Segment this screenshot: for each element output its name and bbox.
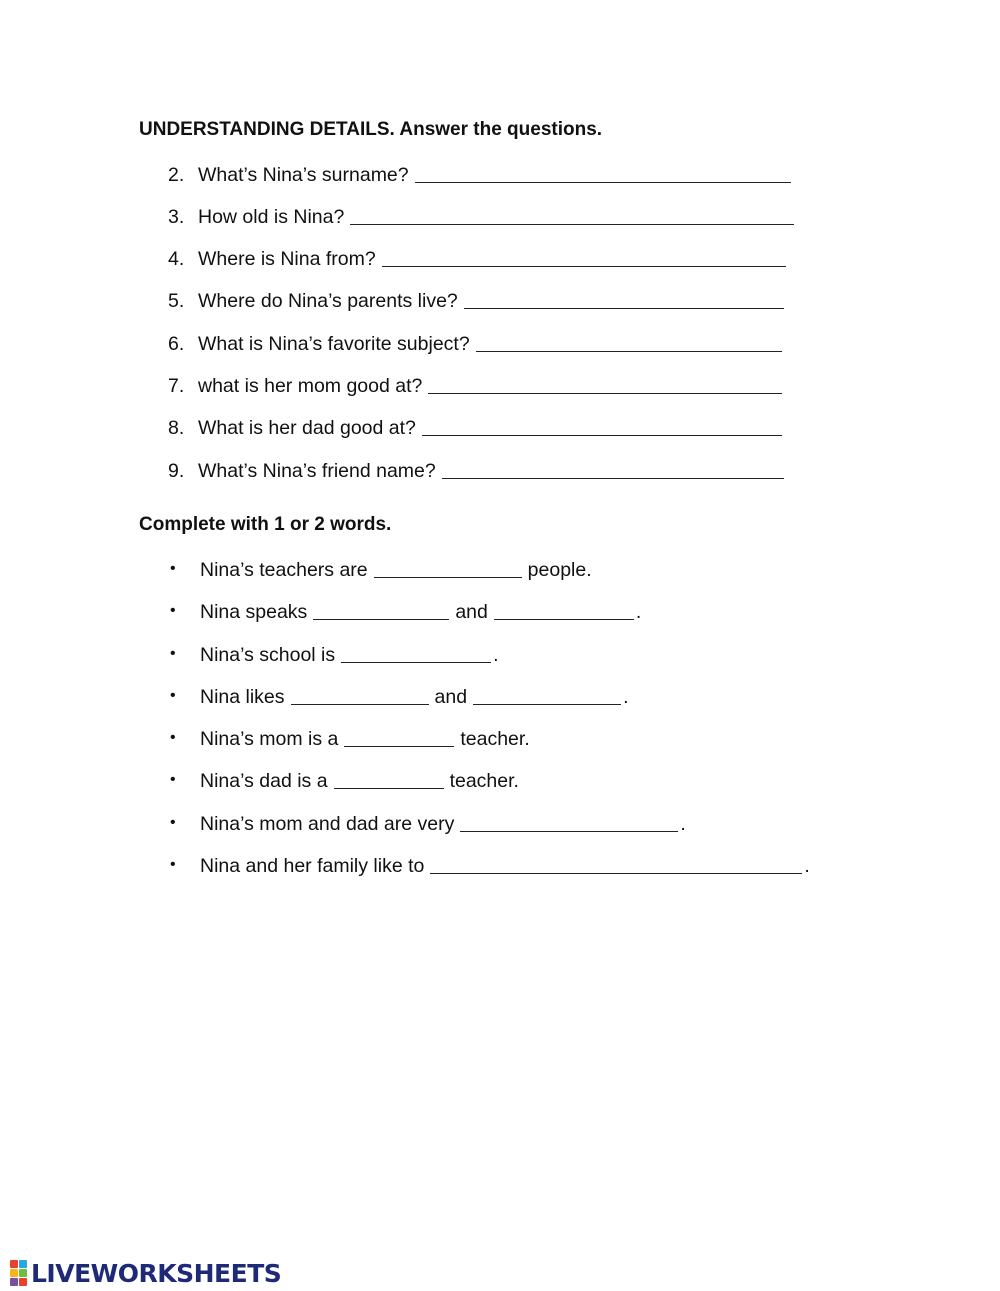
completion-item	[168, 725, 530, 751]
sentence-middle: and	[434, 686, 468, 708]
answer-blank[interactable]	[473, 703, 621, 705]
sentence-middle: and	[455, 601, 488, 623]
section-heading-complete: Complete with 1 or 2 words.	[139, 514, 392, 535]
question-item	[168, 330, 782, 356]
sentence-start: Nina speaks	[200, 601, 308, 623]
answer-blank[interactable]	[464, 307, 784, 309]
question-item	[168, 457, 784, 483]
bullet-icon: •	[170, 687, 176, 704]
logo-square	[19, 1260, 27, 1268]
section-heading-understanding: UNDERSTANDING DETAILS. Answer the questions.	[139, 119, 603, 140]
bullet-icon: •	[170, 602, 176, 619]
bullet-icon: •	[170, 645, 176, 662]
sentence-end: .	[804, 855, 810, 877]
logo-square	[19, 1269, 27, 1277]
logo-square	[19, 1278, 27, 1286]
question-number: 5.	[168, 290, 185, 312]
bullet-icon: •	[170, 560, 176, 577]
answer-blank[interactable]	[415, 181, 791, 183]
sentence-start: Nina’s teachers are	[200, 559, 368, 581]
sentence-start: Nina’s mom is a	[200, 728, 339, 750]
answer-blank[interactable]	[460, 830, 678, 832]
bullet-icon: •	[170, 856, 176, 873]
completion-item	[168, 641, 499, 667]
completion-item	[168, 683, 629, 709]
sentence-end: .	[635, 601, 642, 623]
question-item	[168, 245, 786, 271]
question-text: Where do Nina’s parents live?	[198, 290, 458, 312]
completion-item	[168, 598, 641, 624]
answer-blank[interactable]	[494, 618, 634, 620]
sentence-start: Nina’s mom and dad are very	[200, 813, 455, 835]
question-text: How old is Nina?	[198, 206, 345, 228]
question-item	[168, 414, 782, 440]
liveworksheets-logo-icon	[10, 1260, 27, 1286]
sentence-end: .	[623, 686, 629, 708]
question-number: 3.	[168, 206, 185, 228]
answer-blank[interactable]	[422, 434, 782, 436]
question-number: 6.	[168, 333, 185, 355]
bullet-icon: •	[170, 729, 176, 746]
question-text: What is Nina’s favorite subject?	[198, 333, 470, 355]
completion-item	[168, 852, 810, 878]
sentence-start: Nina’s school is	[200, 644, 336, 666]
bullet-icon: •	[170, 771, 176, 788]
answer-blank[interactable]	[382, 265, 786, 267]
answer-blank[interactable]	[341, 661, 491, 663]
question-item	[168, 203, 794, 229]
completion-item	[168, 767, 519, 793]
sentence-end: .	[493, 644, 499, 666]
question-text: Where is Nina from?	[198, 248, 376, 270]
answer-blank[interactable]	[334, 787, 444, 789]
question-number: 9.	[168, 460, 185, 482]
liveworksheets-logo[interactable]	[10, 1258, 281, 1288]
answer-blank[interactable]	[428, 392, 782, 394]
question-item	[168, 372, 782, 398]
answer-blank[interactable]	[430, 872, 802, 874]
sentence-end: .	[680, 813, 686, 835]
question-number: 8.	[168, 417, 185, 439]
bullet-icon: •	[170, 814, 176, 831]
answer-blank[interactable]	[374, 576, 522, 578]
answer-blank[interactable]	[442, 477, 784, 479]
logo-square	[10, 1260, 18, 1268]
question-number: 4.	[168, 248, 185, 270]
question-text: What’s Nina’s friend name?	[198, 460, 436, 482]
question-item	[168, 287, 784, 313]
answer-blank[interactable]	[313, 618, 449, 620]
sentence-end: teacher.	[460, 728, 530, 750]
sentence-start: Nina and her family like to	[200, 855, 425, 877]
completion-item	[168, 810, 686, 836]
sentence-end: teacher.	[449, 770, 519, 792]
question-text: what is her mom good at?	[198, 375, 423, 397]
question-text: What’s Nina’s surname?	[198, 164, 409, 186]
answer-blank[interactable]	[350, 223, 794, 225]
sentence-start: Nina likes	[200, 686, 285, 708]
answer-blank[interactable]	[291, 703, 429, 705]
question-text: What is her dad good at?	[198, 417, 416, 439]
answer-blank[interactable]	[476, 350, 782, 352]
logo-square	[10, 1269, 18, 1277]
sentence-start: Nina’s dad is a	[200, 770, 328, 792]
answer-blank[interactable]	[344, 745, 454, 747]
question-number: 7.	[168, 375, 185, 397]
question-number: 2.	[168, 164, 185, 186]
question-item	[168, 161, 791, 187]
logo-text: LIVEWORKSHEETS	[31, 1258, 282, 1288]
logo-square	[10, 1278, 18, 1286]
completion-item	[168, 556, 592, 582]
sentence-end: people.	[527, 559, 592, 581]
